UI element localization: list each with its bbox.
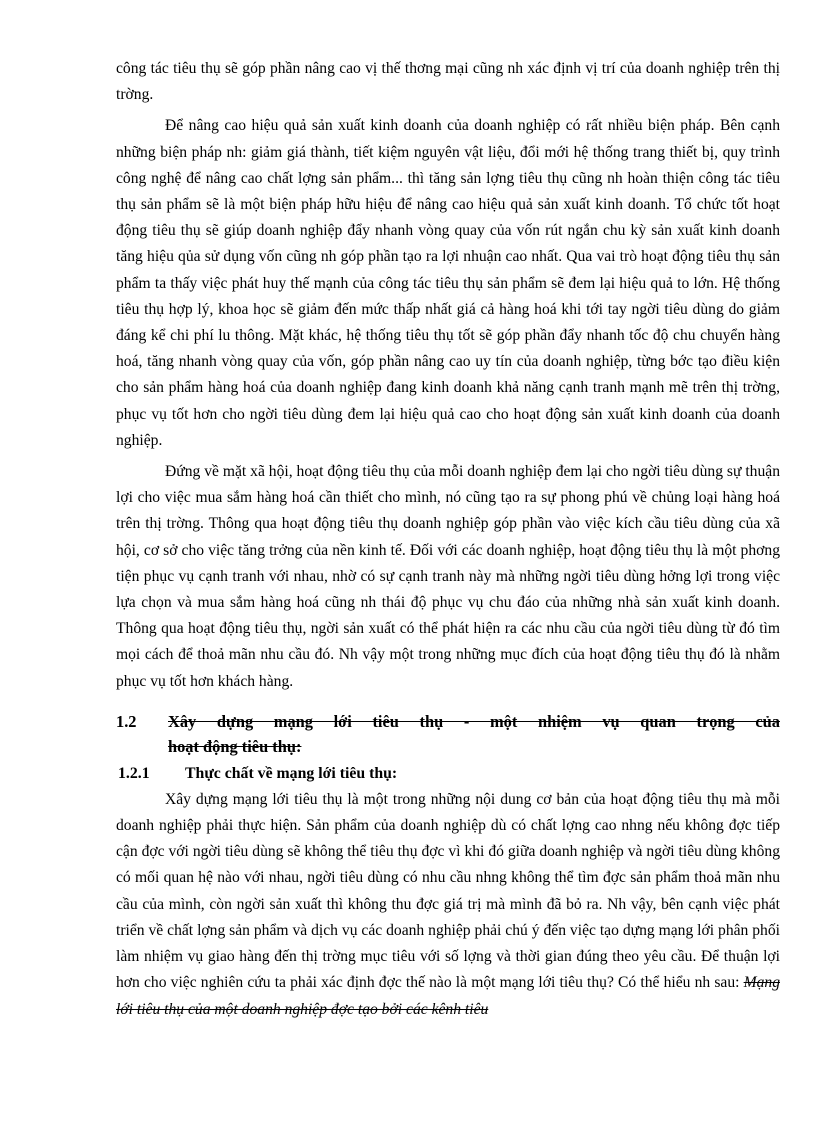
paragraph-continuation: công tác tiêu thụ sẽ góp phần nâng cao vị thế thơng mại cũng nh xác định vị trí của doanh nghiệp trên thị trờng. <box>116 60 780 104</box>
section-title-line1: Xây dựng mạng lới tiêu thụ - một nhiệm vụ quan trọng của <box>168 711 780 731</box>
section-number: 1.2 <box>116 711 137 731</box>
paragraph-efficiency: Để nâng cao hiệu quả sản xuất kinh doanh của doanh nghiệp có rất nhiều biện pháp. Bên cạnh những biện pháp nh: giảm giá thành, tiết kiệm nguyên vật liệu, đổi mới hệ thống trang thiết bị, quy trình công nghệ để nâng cao chất lợng sản phẩm... thì tăng sản lợng tiêu thụ cũng nh hoàn thiện công tác tiêu thụ sản phẩm sẽ là một biện pháp hữu hiệu để nâng cao hiệu quả sản xuất kinh doanh. Tổ chức tốt hoạt động tiêu thụ sẽ giúp doanh nghiệp đẩy nhanh vòng quay của vốn rút ngắn chu kỳ sản xuất kinh doanh tăng hiệu qủa sử dụng vốn cũng nh góp phần tạo ra lợi nhuận cao nhất. Qua vai trò hoạt động tiêu thụ sản phẩm ta thấy việc phát huy thế mạnh của công tác tiêu thụ sản phẩm sẽ đem lại hiệu quả to lớn. Hệ thống tiêu thụ hợp lý, khoa học sẽ giảm đến mức thấp nhất giá cả hàng hoá khi tới tay ngời tiêu dùng do giảm đáng kể chi phí lu thông. Mặt khác, hệ thống tiêu thụ tốt sẽ góp phần đẩy nhanh tốc độ chu chuyển hàng hoá, tăng nhanh vòng quay của vốn, góp phần nâng cao uy tín của doanh nghiệp, từng bớc tạo điều kiện cho sản phẩm hàng hoá của doanh nghiệp đang kinh doanh khả năng cạnh tranh mạnh mẽ trên thị trờng, phục vụ tốt hơn cho ngời tiêu dùng đem lại hiệu quả cao cho hoạt động sản xuất kinh doanh của doanh nghiệp. <box>116 117 780 449</box>
paragraph-network-text: Xây dựng mạng lới tiêu thụ là một trong những nội dung cơ bản của hoạt động tiêu thụ mà mỗi doanh nghiệp phải thực hiện. Sản phẩm của doanh nghiệp dù có chất lợng cao nhng nếu không đợc tiếp cận đợc với ngời tiêu dùng sẽ không thể tiêu thụ đợc vì khi đó giữa doanh nghiệp và ngời tiêu dùng không có mối quan hệ nào với nhau, ngời tiêu dùng có nhu cầu nhng không thể tìm đợc sản phẩm thoả mãn nhu cầu của mình, còn ngời sản xuất thì không thu đợc giá trị mà mình đã bỏ ra. Nh vậy, bên cạnh việc phát triển về chất lợng sản phẩm và dịch vụ các doanh nghiệp phải chú ý đến việc tạo dựng mạng lới phân phối làm nhiệm vụ giao hàng đến thị trờng mục tiêu với số lợng và thời gian đúng theo yêu cầu. Để thuận lợi hơn cho việc nghiên cứu ta phải xác định đợc thế nào là một mạng lới tiêu thụ? Có thể hiểu nh sau: <box>116 790 780 992</box>
subsection-title: Thực chất về mạng lới tiêu thụ: <box>185 764 398 782</box>
subsection-heading-1-2-1 <box>116 761 780 787</box>
subsection-number: 1.2.1 <box>118 764 150 782</box>
paragraph-network-italic: Mạng lới tiêu thụ của một doanh nghiệp đợc tạo bởi các kênh tiêu <box>116 974 780 1018</box>
paragraph-social: Đứng về mặt xã hội, hoạt động tiêu thụ của mỗi doanh nghiệp đem lại cho ngời tiêu dùng sự thuận lợi cho việc mua sắm hàng hoá cần thiết cho mình, nó cũng tạo ra sự phong phú về chủng loại hàng hoá trên thị trờng. Thông qua hoạt động tiêu thụ doanh nghiệp góp phần vào việc kích cầu tiêu dùng của xã hội, cơ sở cho việc tăng trởng của nền kinh tế. Đối với các doanh nghiệp, hoạt động tiêu thụ là một phơng tiện phục vụ cạnh tranh với nhau, nhờ có sự cạnh tranh này mà những ngời tiêu dùng hởng lợi trong việc lựa chọn và mua sắm hàng hoá cũng nh thái độ phục vụ chu đáo của những nhà sản xuất kinh doanh. Thông qua hoạt động tiêu thụ, ngời sản xuất có thể phát hiện ra các nhu cầu của ngời tiêu dùng từ đó tìm mọi cách để thoả mãn nhu cầu đó. Nh vậy một trong những mục đích của hoạt động tiêu thụ đó là nhằm phục vụ tốt hơn khách hàng. <box>116 463 780 690</box>
section-heading-1-2 <box>116 709 780 759</box>
paragraph-network <box>116 787 780 1023</box>
document-page <box>116 56 780 1023</box>
section-title-line2: hoạt động tiêu thụ: <box>168 736 302 756</box>
